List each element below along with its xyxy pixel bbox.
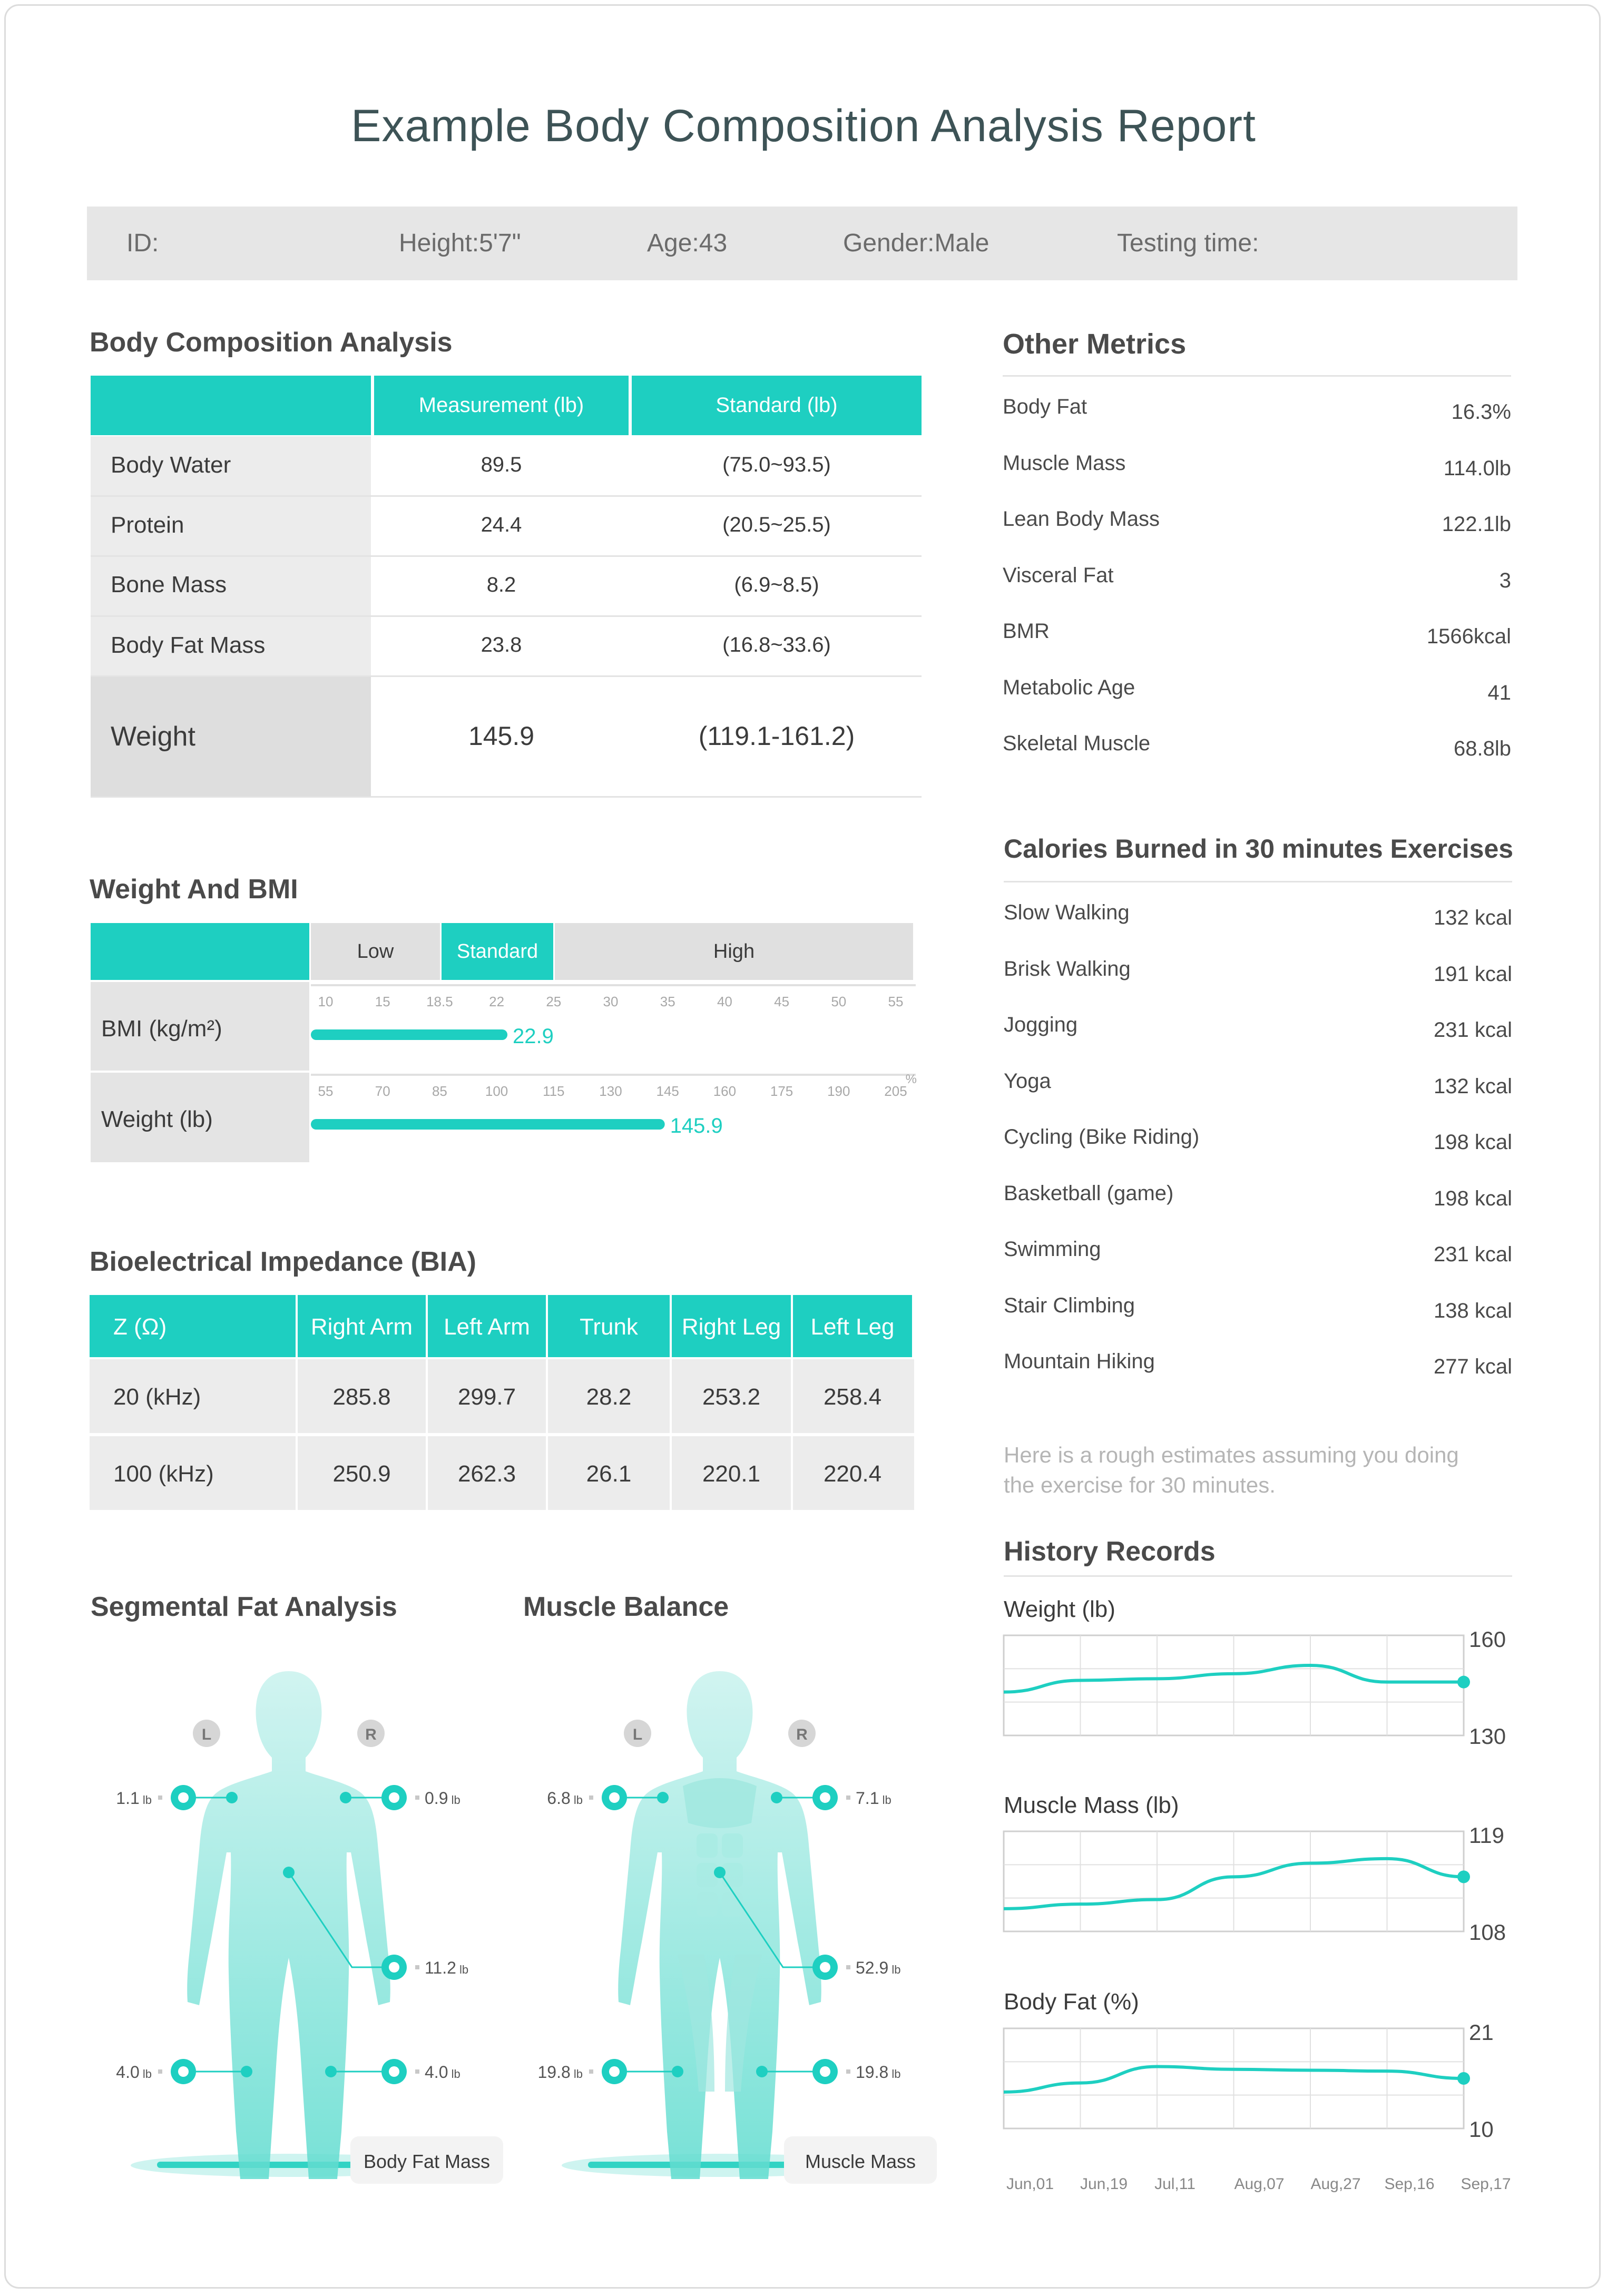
bia-freq-label: 100 (kHz) <box>113 1461 214 1487</box>
calorie-value: 198 kcal <box>1434 1186 1512 1210</box>
metric-label: Skeletal Muscle <box>1003 732 1151 755</box>
calorie-label: Slow Walking <box>1004 901 1130 924</box>
scale-bar <box>311 1119 665 1130</box>
bia-value: 262.3 <box>457 1461 516 1487</box>
ab-muscle <box>722 1833 743 1858</box>
bia-header-label: Z (Ω) <box>113 1314 167 1340</box>
side-badge-label: R <box>365 1726 377 1743</box>
section-divider <box>1004 1575 1512 1577</box>
body-comp-row-standard: (75.0~93.5) <box>722 453 831 476</box>
report-title: Example Body Composition Analysis Report <box>351 101 1256 151</box>
bmi-scales-svg <box>311 980 927 1164</box>
right-arm-point <box>340 1792 351 1803</box>
band-high: High <box>555 923 913 980</box>
bia-value: 253.2 <box>702 1384 761 1410</box>
info-age: Age:43 <box>647 229 728 257</box>
right-leg-marker <box>415 2069 419 2074</box>
bia-header-label: Left Arm <box>444 1314 530 1340</box>
bia-value: 26.1 <box>586 1461 632 1487</box>
side-badge-label: R <box>796 1726 808 1743</box>
trunk-point <box>714 1867 726 1878</box>
other-metrics-title: Other Metrics <box>1003 328 1187 360</box>
right-arm-marker <box>415 1795 419 1800</box>
left-arm-icon-core <box>609 1792 620 1803</box>
trunk-icon-core <box>389 1962 399 1973</box>
history-y-max: 21 <box>1469 2020 1494 2045</box>
left-leg-value: 19.8 lb <box>537 2063 583 2082</box>
left-arm-marker <box>158 1795 162 1800</box>
history-x-label: Sep,17 <box>1461 2175 1511 2193</box>
trunk-value: 11.2 lb <box>425 1958 469 1977</box>
calorie-label: Stair Climbing <box>1004 1293 1135 1317</box>
left-leg-icon-core <box>609 2066 620 2077</box>
bia-header-label: Trunk <box>580 1314 638 1340</box>
calories-title: Calories Burned in 30 minutes Exercises <box>1004 834 1514 864</box>
metric-label: Lean Body Mass <box>1003 507 1160 531</box>
history-weight-title: Weight (lb) <box>1004 1596 1115 1622</box>
right-leg-icon-core <box>389 2066 399 2077</box>
bia-value: 299.7 <box>457 1384 516 1410</box>
weight-measurement: 145.9 <box>468 721 535 751</box>
right-arm-marker <box>846 1795 850 1800</box>
chest-muscle <box>683 1778 757 1828</box>
scale-bar <box>311 1029 507 1040</box>
metric-value: 68.8lb <box>1454 737 1511 760</box>
calorie-value: 132 kcal <box>1434 906 1512 929</box>
metric-value: 122.1lb <box>1442 513 1511 536</box>
history-x-label: Aug,07 <box>1234 2175 1285 2193</box>
history-last-point <box>1457 1870 1470 1883</box>
metric-label: BMR <box>1003 620 1050 643</box>
section-divider <box>1003 375 1511 377</box>
metric-value: 114.0lb <box>1443 456 1511 480</box>
scale-tick-label: 45 <box>774 994 790 1009</box>
right-leg-value: 4.0 lb <box>425 2063 460 2082</box>
segmental-title: Segmental Fat Analysis <box>91 1592 397 1622</box>
bia-value: 250.9 <box>332 1461 391 1487</box>
calories-note-line2: the exercise for 30 minutes. <box>1004 1473 1276 1497</box>
metric-label: Body Fat <box>1003 395 1087 418</box>
calorie-label: Basketball (game) <box>1004 1181 1174 1205</box>
scale-tick-label: 10 <box>318 994 334 1009</box>
scale-tick-label: 115 <box>543 1083 565 1099</box>
calorie-label: Cycling (Bike Riding) <box>1004 1125 1200 1149</box>
calorie-label: Jogging <box>1004 1013 1078 1036</box>
calories-note-line1: Here is a rough estimates assuming you doing <box>1004 1443 1459 1467</box>
left-leg-icon-core <box>178 2066 189 2077</box>
scale-tick-label: 130 <box>599 1083 622 1099</box>
right-arm-icon-core <box>389 1792 399 1803</box>
right-arm-value: 0.9 lb <box>425 1789 460 1808</box>
trunk-value: 52.9 lb <box>856 1958 901 1977</box>
history-x-label: Jun,19 <box>1080 2175 1128 2193</box>
history-muscle-title: Muscle Mass (lb) <box>1004 1792 1179 1818</box>
bia-title: Bioelectrical Impedance (BIA) <box>90 1247 476 1277</box>
left-leg-value: 4.0 lb <box>116 2063 152 2082</box>
left-arm-marker <box>589 1795 593 1800</box>
info-gender: Gender:Male <box>843 229 989 257</box>
metric-value: 41 <box>1487 681 1511 704</box>
left-leg-marker <box>158 2069 162 2074</box>
right-leg-icon-core <box>820 2066 830 2077</box>
calorie-value: 277 kcal <box>1434 1355 1512 1378</box>
history-y-min: 130 <box>1469 1724 1506 1749</box>
body-comp-row-label: Body Fat Mass <box>111 632 266 658</box>
scale-tick-label: 100 <box>485 1083 508 1099</box>
right-leg-point <box>325 2066 337 2077</box>
body-silhouette <box>187 1671 390 2179</box>
right-arm-point <box>771 1792 782 1803</box>
left-arm-point <box>657 1792 669 1803</box>
body-comp-row-measurement: 89.5 <box>481 453 522 476</box>
history-y-max: 119 <box>1469 1823 1504 1848</box>
row-divider <box>91 675 922 677</box>
right-leg-point <box>756 2066 768 2077</box>
scale-tick-label: 55 <box>318 1083 334 1099</box>
body-comp-row-measurement: 24.4 <box>481 513 522 536</box>
scale-tick-label: 22 <box>489 994 505 1009</box>
scale-tick-label: 70 <box>375 1083 390 1099</box>
left-arm-icon-core <box>178 1792 189 1803</box>
bia-value: 220.1 <box>702 1461 761 1487</box>
right-arm-icon-core <box>820 1792 830 1803</box>
scale-tick-label: 55 <box>888 994 904 1009</box>
scale-tick-label: 190 <box>827 1083 850 1099</box>
scale-tick-label: 145 <box>656 1083 679 1099</box>
side-badge-label: L <box>201 1726 212 1743</box>
history-y-min: 108 <box>1469 1920 1506 1945</box>
muscle-balance-title: Muscle Balance <box>523 1592 729 1622</box>
info-bar <box>87 207 1517 280</box>
weight-bmi-title: Weight And BMI <box>90 874 298 905</box>
trunk-marker <box>415 1965 419 1969</box>
row-divider <box>91 796 922 798</box>
body-comp-row-label: Body Water <box>111 452 231 478</box>
metric-value: 16.3% <box>1451 400 1511 424</box>
band-low: Low <box>311 923 440 980</box>
bmi-header-empty <box>91 923 309 980</box>
right-leg-value: 19.8 lb <box>856 2063 901 2082</box>
scale-tick-label: 40 <box>717 994 732 1009</box>
info-id: ID: <box>126 229 159 257</box>
muscle-caption: Muscle Mass <box>805 2151 916 2172</box>
calorie-value: 231 kcal <box>1434 1243 1512 1266</box>
ab-muscle <box>722 1892 743 1917</box>
scale-tick-label: 160 <box>713 1083 737 1099</box>
bmi-weight-label: Weight (lb) <box>101 1106 213 1132</box>
band-standard: Standard <box>442 923 553 980</box>
ab-muscle <box>697 1863 718 1887</box>
history-y-max: 160 <box>1469 1627 1506 1652</box>
body-comp-row-standard: (6.9~8.5) <box>734 573 819 596</box>
info-height: Height:5'7" <box>399 229 521 257</box>
bmi-label: BMI (kg/m²) <box>101 1016 222 1042</box>
calorie-label: Yoga <box>1004 1069 1051 1093</box>
right-leg-marker <box>846 2069 850 2074</box>
row-divider <box>91 615 922 617</box>
history-y-min: 10 <box>1469 2117 1494 2142</box>
segmental-caption: Body Fat Mass <box>363 2151 491 2172</box>
history-title: History Records <box>1004 1536 1216 1567</box>
calorie-value: 138 kcal <box>1434 1299 1512 1322</box>
ab-muscle <box>697 1833 718 1858</box>
bia-value: 220.4 <box>823 1461 882 1487</box>
metric-label: Metabolic Age <box>1003 675 1135 699</box>
calorie-label: Brisk Walking <box>1004 957 1131 980</box>
section-divider <box>1004 881 1512 882</box>
left-arm-value: 1.1 lb <box>116 1789 152 1808</box>
right-arm-value: 7.1 lb <box>856 1789 891 1808</box>
scale-value-label: 22.9 <box>513 1025 554 1048</box>
calorie-value: 198 kcal <box>1434 1131 1512 1154</box>
row-divider <box>91 555 922 557</box>
history-fat-title: Body Fat (%) <box>1004 1989 1139 2015</box>
history-last-point <box>1457 2072 1470 2085</box>
metric-value: 1566kcal <box>1426 625 1511 648</box>
body-comp-row-standard: (20.5~25.5) <box>722 513 831 536</box>
left-leg-marker <box>589 2069 593 2074</box>
left-leg-point <box>672 2066 683 2077</box>
scale-tick-label: 175 <box>770 1083 793 1099</box>
metric-label: Visceral Fat <box>1003 563 1114 587</box>
weight-standard: (119.1-161.2) <box>698 721 855 751</box>
row-divider <box>91 495 922 497</box>
scale-tick-label: 35 <box>660 994 675 1009</box>
calorie-value: 191 kcal <box>1434 962 1512 986</box>
calorie-value: 132 kcal <box>1434 1074 1512 1098</box>
scale-unit: % <box>905 1072 917 1086</box>
left-arm-point <box>226 1792 238 1803</box>
body-comp-header-measurement: Measurement (lb) <box>374 376 629 435</box>
ab-muscle <box>697 1892 718 1917</box>
metric-value: 3 <box>1499 568 1511 592</box>
left-leg-point <box>241 2066 252 2077</box>
bia-freq-label: 20 (kHz) <box>113 1384 201 1410</box>
body-comp-row-label: Bone Mass <box>111 572 227 597</box>
body-figures-svg <box>90 1660 943 2207</box>
side-badge-label: L <box>632 1726 643 1743</box>
calorie-value: 231 kcal <box>1434 1018 1512 1042</box>
trunk-icon-core <box>820 1962 830 1973</box>
body-comp-row-measurement: 23.8 <box>481 633 522 656</box>
ab-muscle <box>722 1863 743 1887</box>
bia-value: 258.4 <box>823 1384 882 1410</box>
history-x-label: Jun,01 <box>1006 2175 1054 2193</box>
body-comp-title: Body Composition Analysis <box>90 327 453 358</box>
bia-value: 28.2 <box>586 1384 632 1410</box>
weight-label: Weight <box>111 721 195 752</box>
scale-tick-label: 15 <box>375 994 390 1009</box>
history-x-label: Aug,27 <box>1310 2175 1361 2193</box>
bia-header-label: Left Leg <box>810 1314 895 1340</box>
history-charts-svg <box>1001 1623 1528 2207</box>
body-comp-row-standard: (16.8~33.6) <box>722 633 831 656</box>
calorie-label: Mountain Hiking <box>1004 1350 1155 1373</box>
history-x-label: Jul,11 <box>1154 2175 1196 2193</box>
left-arm-value: 6.8 lb <box>547 1789 583 1808</box>
bia-header-label: Right Arm <box>310 1314 413 1340</box>
scale-tick-label: 205 <box>884 1083 907 1099</box>
body-comp-row-label: Protein <box>111 512 184 538</box>
bia-header-label: Right Leg <box>681 1314 781 1340</box>
body-silhouette <box>618 1671 821 2179</box>
trunk-marker <box>846 1965 850 1969</box>
trunk-point <box>283 1867 295 1878</box>
history-x-label: Sep,16 <box>1384 2175 1435 2193</box>
calorie-label: Swimming <box>1004 1238 1101 1261</box>
scale-tick-label: 25 <box>546 994 562 1009</box>
body-comp-header-empty <box>91 376 371 435</box>
scale-tick-label: 30 <box>603 994 619 1009</box>
history-last-point <box>1457 1676 1470 1689</box>
body-comp-row-measurement: 8.2 <box>486 573 516 596</box>
scale-tick-label: 50 <box>831 994 847 1009</box>
bia-value: 285.8 <box>332 1384 391 1410</box>
info-testing-time: Testing time: <box>1117 229 1259 257</box>
metric-label: Muscle Mass <box>1003 451 1126 475</box>
body-comp-header-standard: Standard (lb) <box>632 376 922 435</box>
scale-tick-label: 18.5 <box>426 994 453 1009</box>
scale-tick-label: 85 <box>432 1083 447 1099</box>
scale-value-label: 145.9 <box>670 1114 723 1137</box>
